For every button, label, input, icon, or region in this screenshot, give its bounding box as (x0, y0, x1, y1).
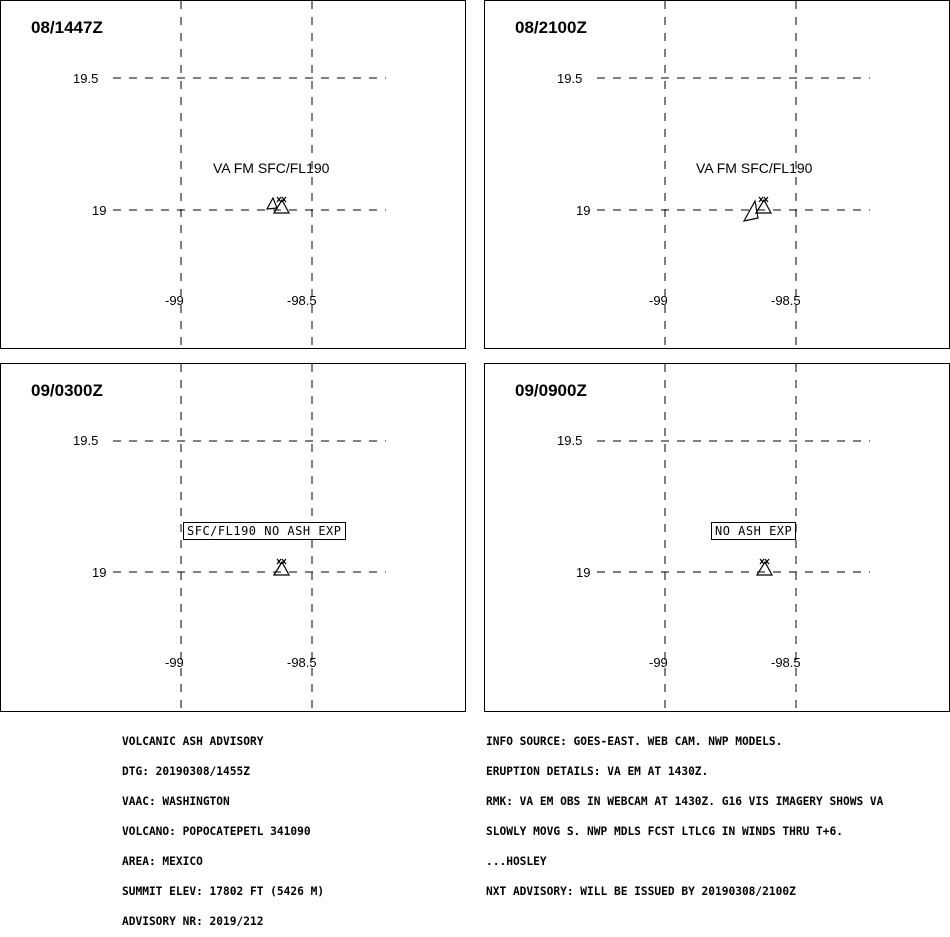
advisory-info-source: INFO SOURCE: GOES-EAST. WEB CAM. NWP MODELS. (486, 735, 783, 748)
advisory-remark-line-2: SLOWLY MOVG S. NWP MDLS FCST LTLCG IN WINDS THRU T+6. (486, 825, 843, 838)
lon-label-west: -99 (649, 293, 668, 308)
lon-label-east: -98.5 (771, 293, 801, 308)
advisory-details-block (486, 717, 883, 907)
lon-label-east: -98.5 (287, 293, 317, 308)
advisory-vaac: VAAC: WASHINGTON (122, 795, 230, 808)
advisory-title: VOLCANIC ASH ADVISORY (122, 735, 264, 748)
advisory-forecaster: ...HOSLEY (486, 855, 547, 868)
map-panel-2 (484, 0, 950, 349)
advisory-remark-line-1: RMK: VA EM OBS IN WEBCAM AT 1430Z. G16 VIS IMAGERY SHOWS VA (486, 795, 884, 808)
panel-title: 09/0300Z (31, 381, 103, 400)
volcano-icon (274, 559, 289, 575)
ash-label-box: NO ASH EXP (711, 522, 796, 540)
advisory-eruption-details: ERUPTION DETAILS: VA EM AT 1430Z. (486, 765, 709, 778)
ash-polygon (267, 198, 277, 209)
lon-label-east: -98.5 (287, 655, 317, 670)
map-panel-4 (484, 363, 950, 712)
lat-label-19.5: 19.5 (557, 71, 583, 86)
map-panel-1 (0, 0, 466, 349)
lat-label-19.5: 19.5 (73, 433, 99, 448)
lat-label-19: 19 (576, 203, 591, 218)
lat-label-19: 19 (92, 203, 107, 218)
lon-label-west: -99 (165, 293, 184, 308)
lat-label-19: 19 (92, 565, 107, 580)
lat-label-19.5: 19.5 (557, 433, 583, 448)
ash-label: VA FM SFC/FL190 (696, 160, 813, 176)
ash-label-box: SFC/FL190 NO ASH EXP (183, 522, 346, 540)
lat-label-19.5: 19.5 (73, 71, 99, 86)
lon-label-west: -99 (649, 655, 668, 670)
map-panel-3 (0, 363, 466, 712)
lat-label-19: 19 (576, 565, 591, 580)
ash-polygon (744, 201, 758, 221)
advisory-header-block (122, 717, 324, 937)
advisory-volcano: VOLCANO: POPOCATEPETL 341090 (122, 825, 311, 838)
advisory-number: ADVISORY NR: 2019/212 (122, 915, 264, 928)
volcano-icon (756, 197, 771, 213)
advisory-next: NXT ADVISORY: WILL BE ISSUED BY 20190308/2100Z (486, 885, 796, 898)
panel-title: 09/0900Z (515, 381, 587, 400)
panel-title: 08/1447Z (31, 18, 103, 37)
advisory-dtg: DTG: 20190308/1455Z (122, 765, 250, 778)
lon-label-east: -98.5 (771, 655, 801, 670)
lon-label-west: -99 (165, 655, 184, 670)
ash-label: VA FM SFC/FL190 (213, 160, 330, 176)
volcano-icon (757, 559, 772, 575)
panel-title: 08/2100Z (515, 18, 587, 37)
advisory-summit-elev: SUMMIT ELEV: 17802 FT (5426 M) (122, 885, 325, 898)
advisory-area: AREA: MEXICO (122, 855, 203, 868)
